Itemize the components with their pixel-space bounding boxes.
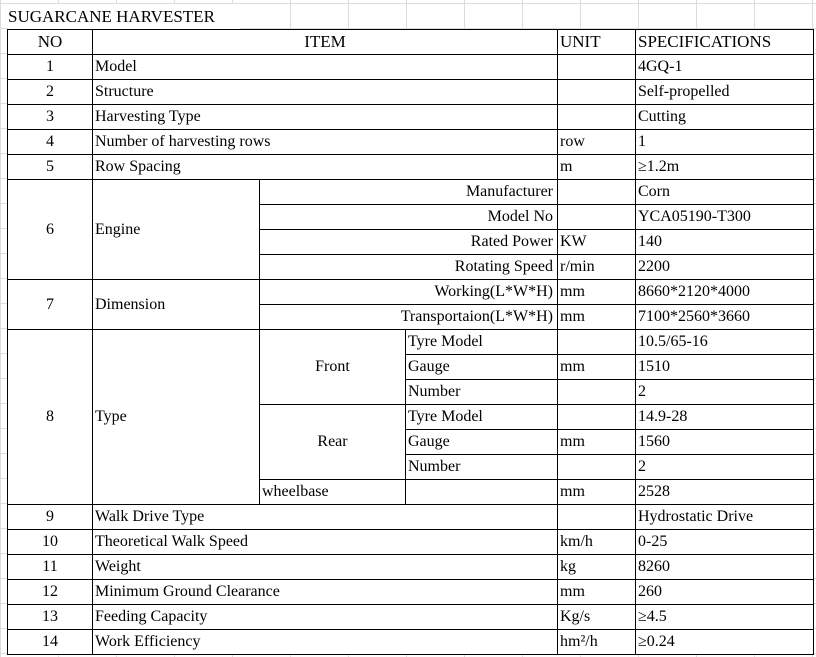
- sub-item[interactable]: Number: [406, 380, 558, 405]
- row-unit[interactable]: r/min: [558, 255, 636, 280]
- row-unit[interactable]: mm: [558, 480, 636, 505]
- row-no[interactable]: 10: [8, 530, 93, 555]
- sub-item[interactable]: Tyre Model: [406, 405, 558, 430]
- row-unit[interactable]: mm: [558, 580, 636, 605]
- row-no[interactable]: 12: [8, 580, 93, 605]
- table-row: [8, 330, 814, 355]
- header-spec[interactable]: SPECIFICATIONS: [636, 30, 814, 55]
- sheet-title[interactable]: SUGARCANE HARVESTER: [8, 4, 240, 29]
- table-row: [8, 105, 814, 130]
- row-no[interactable]: 13: [8, 605, 93, 630]
- row-unit[interactable]: [558, 455, 636, 480]
- row-spec[interactable]: 1: [636, 130, 814, 155]
- row-spec[interactable]: 7100*2560*3660: [636, 305, 814, 330]
- row-unit[interactable]: mm: [558, 355, 636, 380]
- table-row: [8, 555, 814, 580]
- row-unit[interactable]: kg: [558, 555, 636, 580]
- sub-item[interactable]: Model No: [260, 205, 558, 230]
- row-item[interactable]: Work Efficiency: [93, 630, 558, 655]
- header-item[interactable]: ITEM: [93, 30, 558, 55]
- row-item[interactable]: Theoretical Walk Speed: [93, 530, 558, 555]
- row-spec[interactable]: ≥0.24: [636, 630, 814, 655]
- table-row: [8, 180, 814, 205]
- header-no[interactable]: NO: [8, 30, 93, 55]
- table-row: [8, 280, 814, 305]
- row-spec[interactable]: 4GQ-1: [636, 55, 814, 80]
- spec-table: [7, 29, 814, 655]
- row-no[interactable]: 11: [8, 555, 93, 580]
- sub-item[interactable]: Manufacturer: [260, 180, 558, 205]
- row-unit[interactable]: mm: [558, 280, 636, 305]
- row-spec[interactable]: 2: [636, 380, 814, 405]
- row-unit[interactable]: hm²/h: [558, 630, 636, 655]
- row-unit[interactable]: [558, 180, 636, 205]
- row-item[interactable]: Structure: [93, 80, 558, 105]
- table-row: [8, 130, 814, 155]
- row-unit[interactable]: [558, 205, 636, 230]
- row-unit[interactable]: [558, 105, 636, 130]
- sub-item[interactable]: Working(L*W*H): [260, 280, 558, 305]
- row-spec[interactable]: YCA05190-T300: [636, 205, 814, 230]
- front-group-label[interactable]: Front: [260, 330, 406, 405]
- row-unit[interactable]: [558, 55, 636, 80]
- row-spec[interactable]: 140: [636, 230, 814, 255]
- row-item[interactable]: Model: [93, 55, 558, 80]
- row-no[interactable]: 5: [8, 155, 93, 180]
- table-row: [8, 580, 814, 605]
- row-unit[interactable]: mm: [558, 305, 636, 330]
- rear-group-label[interactable]: Rear: [260, 405, 406, 480]
- table-row: [8, 80, 814, 105]
- row-no[interactable]: 9: [8, 505, 93, 530]
- row-spec[interactable]: Self-propelled: [636, 80, 814, 105]
- row-unit[interactable]: row: [558, 130, 636, 155]
- row-spec[interactable]: Cutting: [636, 105, 814, 130]
- row-spec[interactable]: 2528: [636, 480, 814, 505]
- sub-item[interactable]: Gauge: [406, 430, 558, 455]
- row-item[interactable]: Type: [93, 330, 260, 505]
- row-no[interactable]: 6: [8, 180, 93, 280]
- row-spec[interactable]: 2200: [636, 255, 814, 280]
- sub-item[interactable]: Gauge: [406, 355, 558, 380]
- header-unit[interactable]: UNIT: [558, 30, 636, 55]
- header-row: [8, 30, 814, 55]
- row-spec[interactable]: Corn: [636, 180, 814, 205]
- row-spec[interactable]: 260: [636, 580, 814, 605]
- row-item[interactable]: Row Spacing: [93, 155, 558, 180]
- row-spec[interactable]: 1510: [636, 355, 814, 380]
- row-no[interactable]: 7: [8, 280, 93, 330]
- row-no[interactable]: 4: [8, 130, 93, 155]
- row-no[interactable]: 2: [8, 80, 93, 105]
- row-spec[interactable]: 1560: [636, 430, 814, 455]
- row-item[interactable]: Feeding Capacity: [93, 605, 558, 630]
- empty-cell[interactable]: [406, 480, 558, 505]
- row-unit[interactable]: [558, 505, 636, 530]
- row-spec[interactable]: 2: [636, 455, 814, 480]
- row-item[interactable]: Number of harvesting rows: [93, 130, 558, 155]
- row-unit[interactable]: mm: [558, 430, 636, 455]
- table-row: [8, 155, 814, 180]
- row-unit[interactable]: KW: [558, 230, 636, 255]
- table-row: [8, 505, 814, 530]
- row-spec[interactable]: ≥1.2m: [636, 155, 814, 180]
- row-spec[interactable]: Hydrostatic Drive: [636, 505, 814, 530]
- row-spec[interactable]: 8660*2120*4000: [636, 280, 814, 305]
- row-unit[interactable]: [558, 405, 636, 430]
- row-unit[interactable]: [558, 380, 636, 405]
- row-unit[interactable]: [558, 80, 636, 105]
- sub-item[interactable]: Rotating Speed: [260, 255, 558, 280]
- sub-item[interactable]: Number: [406, 455, 558, 480]
- table-row: [8, 605, 814, 630]
- row-item[interactable]: Dimension: [93, 280, 260, 330]
- sub-item[interactable]: Tyre Model: [406, 330, 558, 355]
- row-spec[interactable]: 0-25: [636, 530, 814, 555]
- row-spec[interactable]: ≥4.5: [636, 605, 814, 630]
- table-row: [8, 530, 814, 555]
- row-unit[interactable]: m: [558, 155, 636, 180]
- row-no[interactable]: 8: [8, 330, 93, 505]
- row-spec[interactable]: 8260: [636, 555, 814, 580]
- row-item[interactable]: Walk Drive Type: [93, 505, 558, 530]
- row-item[interactable]: Weight: [93, 555, 558, 580]
- row-no[interactable]: 1: [8, 55, 93, 80]
- row-unit[interactable]: Kg/s: [558, 605, 636, 630]
- row-unit[interactable]: km/h: [558, 530, 636, 555]
- row-spec[interactable]: 10.5/65-16: [636, 330, 814, 355]
- row-item[interactable]: Engine: [93, 180, 260, 280]
- table-row: [8, 630, 814, 655]
- row-no[interactable]: 14: [8, 630, 93, 655]
- row-unit[interactable]: [558, 330, 636, 355]
- sub-item[interactable]: Rated Power: [260, 230, 558, 255]
- row-item[interactable]: Harvesting Type: [93, 105, 558, 130]
- table-row: [8, 55, 814, 80]
- row-item[interactable]: Minimum Ground Clearance: [93, 580, 558, 605]
- sub-item[interactable]: Transportaion(L*W*H): [260, 305, 558, 330]
- row-spec[interactable]: 14.9-28: [636, 405, 814, 430]
- wheelbase-label[interactable]: wheelbase: [260, 480, 406, 505]
- row-no[interactable]: 3: [8, 105, 93, 130]
